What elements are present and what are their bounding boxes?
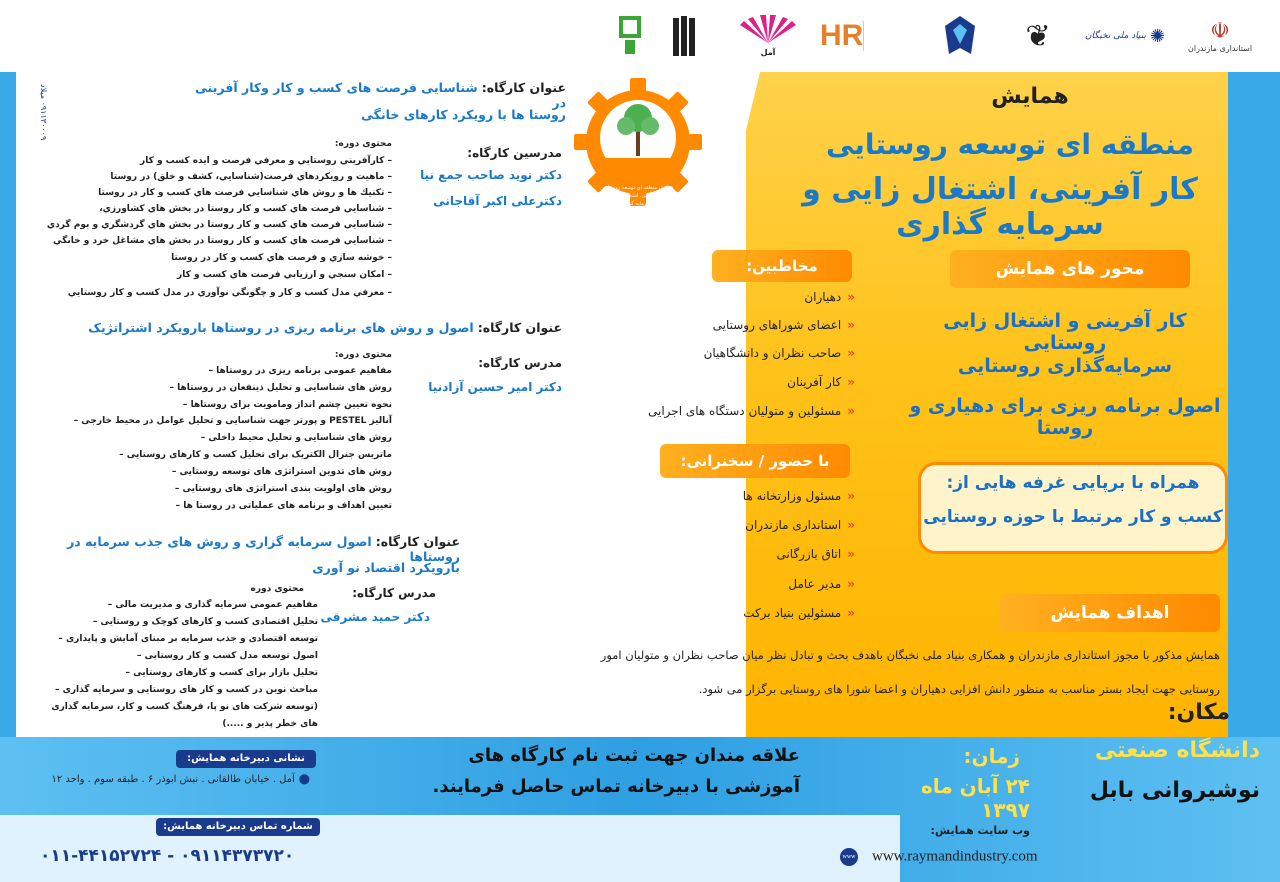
axes-item-2: سرمایه‌گذاری روستایی xyxy=(957,355,1173,377)
workshop3-content-item: (توسعه شرکت های نو پا، فرهنگ کسب و کار، سرمایه گذاری xyxy=(51,702,318,712)
workshop1-content-item: – تكنيك ها و روش هاي شناسايي فرصت هاي كسب و كار در روستا xyxy=(98,188,392,198)
registration-line2: آموزشی با دبیرخانه تماس حاصل فرمایند. xyxy=(432,776,800,797)
goals-line2: روستایی جهت ایجاد بستر مناسب به منظور دانش افزایی دهیاران و اعضا شورا های روستایی برگزار می شود. xyxy=(698,682,1220,696)
gear-caption: همایش منطقه ای توسعه روستایی کار آفرینی، اشتغال زایی و سرمایه گذاری xyxy=(602,185,674,207)
workshop3-content-item: تحلیل بازار برای کسب و کارهای روستایی – xyxy=(125,668,318,678)
phone-label: شماره تماس دبیرخانه همایش: xyxy=(156,818,320,836)
workshop1-title-line2: روستا ها با رویکرد کارهای خانگی xyxy=(361,107,566,122)
double-chevron-icon: « xyxy=(847,489,855,503)
goals-line1: همایش مذکور با مجوز استانداری مازندران و همکاری بنیاد ملی نخبگان باهدف بحث و تبادل نظر میان صاحب نظران و متولیان امور xyxy=(600,648,1220,662)
booths-box xyxy=(918,462,1228,554)
double-chevron-icon: « xyxy=(847,375,855,389)
axes-item-1: کار آفرینی و اشتغال زایی روستایی xyxy=(943,310,1187,354)
workshop1-content-item: – شناسايي فرصت هاي كسب و كار روستا در بخش هاي گردشگري و بوم گردي xyxy=(46,220,392,230)
workshop1-content-item: – خوشه سازي و فرصت هاي كسب و كار در روستا xyxy=(171,253,392,263)
website-label: وب سایت همایش: xyxy=(930,824,1030,837)
registration-line1: علاقه مندان جهت ثبت نام کارگاه های xyxy=(468,745,800,766)
workshop1-content-item: – امكان سنجي و ارزيابي فرصت هاي كسب و كار xyxy=(177,270,392,280)
axes-label: محور های همایش xyxy=(950,250,1190,288)
organization-logo xyxy=(664,12,704,60)
phone: ۰۱۱-۴۴۱۵۲۷۲۴ - ۰۹۱۱۴۳۷۳۷۲۰ xyxy=(40,846,295,866)
workshop3-instructor-label: مدرس کارگاه: xyxy=(352,586,436,600)
workshop2-content-item: روش های شناسایی و تحلیل محیط داخلی – xyxy=(200,433,392,443)
address: ⬤آمل . خیابان طالقانی . نبش ابوذر ۶ . طبقه سوم . واحد ۱۲ xyxy=(51,774,310,785)
globe-icon: www xyxy=(840,848,858,866)
workshop1-title: عنوان کارگاه: شناسایی فرصت های کسب و کار وکار آفرینی در xyxy=(194,80,566,110)
time-value: ۲۴ آبان ماه ۱۳۹۷ xyxy=(921,774,1030,822)
place-line2: نوشیروانی بابل xyxy=(1089,778,1260,803)
audience-item-3: «صاحب نظران و دانشگاهیان xyxy=(703,346,855,360)
workshop3-content-item: اصول توسعه مدل کسب و کار روستایی – xyxy=(136,651,318,661)
place-label: مکان: xyxy=(1167,700,1230,725)
location-pin-icon: ⬤ xyxy=(298,774,310,785)
workshop3-content-label: محتوی دوره xyxy=(250,584,304,594)
audience-item-2: «اعضای شوراهای روستایی xyxy=(712,318,855,332)
audience-item-4: «کار آفرینان xyxy=(787,375,855,389)
workshop2-content-label: محتوی دوره: xyxy=(334,350,392,360)
workshop1-instructor-1: دکتر نوید صاحب جمع نیا xyxy=(420,168,562,182)
speakers-item-3: «اتاق بازرگانی xyxy=(776,547,855,561)
elite-foundation-logo: ✺ بنیاد ملی نخبگان xyxy=(1084,25,1166,47)
speakers-label: با حضور / سخنرانی: xyxy=(660,444,850,478)
axes-item-3: اصول برنامه ریزی برای دهیاری و روستا xyxy=(909,395,1221,439)
noshirvani-logo: ❦ xyxy=(1025,18,1051,54)
workshop3-content-item: مفاهیم عمومی سرمایه گذاری و مدیریت مالی – xyxy=(107,600,318,610)
blue-edge-left xyxy=(0,72,16,737)
double-chevron-icon: « xyxy=(847,577,855,591)
workshop1-content-item: – شناسايي فرصت هاي كسب و كار روستا در بخش هاي كشاورزي، xyxy=(99,204,392,214)
title-small: همایش xyxy=(991,84,1069,109)
double-chevron-icon: « xyxy=(847,547,855,561)
title-big: کار آفرینی، اشتغال زایی و سرمایه گذاری xyxy=(802,172,1198,242)
amol-logo: آمل xyxy=(732,12,804,60)
green-logo xyxy=(610,12,650,60)
double-chevron-icon: « xyxy=(847,606,855,620)
workshop2-content-item: روش های تدوین استراتژی های توسعه روستایی – xyxy=(171,467,392,477)
workshop3-content-item: تحلیل اقتصادی کسب و کارهای کوچک و روستایی – xyxy=(92,617,318,627)
audience-item-5: «مسئولین و متولیان دستگاه های اجرایی xyxy=(647,404,855,418)
speakers-item-2: «استانداری مازندران xyxy=(745,518,855,532)
speakers-item-1: «مسئول وزارتخانه ها xyxy=(742,489,855,503)
workshop1-content-item: – کارآفريني روستايي و معرفي فرصت و ايده كسب و كار xyxy=(140,156,392,166)
workshop2-instructor-1: دکتر امیر حسین آزادنیا xyxy=(428,380,562,394)
mazandaran-governorate-logo: ☫ استانداری مازندران xyxy=(1187,19,1253,53)
workshop3-title-line2: بارویکرد اقتصاد نو آوری xyxy=(312,560,460,575)
workshop3-instructor-1: دکتر حمید مشرقی xyxy=(320,610,430,624)
workshop2-content-item: مفاهیم عمومی برنامه ریزی در روستاها – xyxy=(208,366,392,376)
double-chevron-icon: « xyxy=(847,346,855,360)
workshop1-content-item: – ماهيت و رويكردهاي فرصت(شناسايي، كشف و خلق) در روستا xyxy=(110,172,392,182)
azad-university-logo xyxy=(938,12,982,60)
speakers-item-4: «مدیر عامل xyxy=(788,577,855,591)
double-chevron-icon: « xyxy=(847,290,855,304)
audience-item-1: «دهیاران xyxy=(804,290,855,304)
workshop2-content-item: تعیین اهداف و برنامه های عملیاتی در روستا ها – xyxy=(175,501,392,511)
workshop3-title: عنوان کارگاه: اصول سرمایه گزاری و روش های جذب سرمایه در روستاها xyxy=(67,534,460,564)
workshop2-instructor-label: مدرس کارگاه: xyxy=(478,356,562,370)
workshop1-instructor-label: مدرسین کارگاه: xyxy=(467,146,562,160)
workshop1-content-label: محتوی دوره: xyxy=(334,139,392,149)
workshop2-title: عنوان کارگاه: اصول و روش های برنامه ریزی در روستاها بارویکرد اشتراتژیک xyxy=(88,320,562,335)
workshop3-content-item: های خطر پذیر و .....) xyxy=(222,719,318,729)
logo-bar xyxy=(0,0,1280,72)
workshop2-content-item: آنالیز PESTEL و پورتر جهت شناسایی و تحلیل عوامل در محیط خارجی – xyxy=(73,416,392,426)
workshop2-content-item: ماتریس جنرال الکتریک برای تحلیل کسب و کارهای روستایی – xyxy=(119,450,392,460)
workshop1-content-item: – معرفي مدل كسب و كار و چگونگي نوآوري در مدل كسب و كار روستايي xyxy=(67,288,392,298)
workshop2-content-item: روش های شناسایی و تحلیل ذینفعان در روستاها – xyxy=(169,383,392,393)
time-label: زمان: xyxy=(963,744,1020,768)
double-chevron-icon: « xyxy=(847,518,855,532)
title-mid: منطقه ای توسعه روستایی xyxy=(826,128,1194,161)
workshop1-content-item: – شناسايي فرصت هاي كسب و كار روستا در بخش هاي مشاغل خرد و خانگي xyxy=(53,236,392,246)
double-chevron-icon: « xyxy=(847,404,855,418)
place-line1: دانشگاه صنعتی xyxy=(1094,738,1260,763)
address-label: نشانی دبیرخانه همایش: xyxy=(176,750,316,768)
workshop2-content-item: نحوه تعیین چشم انداز ومامویت برای روستاها – xyxy=(182,400,392,410)
workshop3-content-item: توسعه اقتصادی و جذب سرمایه بر مبنای آمایش و پایداری – xyxy=(58,634,318,644)
double-chevron-icon: « xyxy=(847,318,855,332)
workshop1-instructor-2: دکترعلی اکبر آقاجانی xyxy=(433,194,562,208)
speakers-item-5: «مسئولین بنیاد برکت xyxy=(743,606,855,620)
booths-line1: همراه با برپایی غرفه هایی از: xyxy=(946,473,1200,493)
website-url[interactable]: www www.raymandindustry.com xyxy=(840,848,1080,866)
goals-label: اهداف همایش xyxy=(1000,594,1220,632)
booths-line2: کسب و کار مرتبط با حوزه روستایی xyxy=(923,507,1223,527)
side-text: ۰۹۱۱۳۰۰۰۹ میلاد xyxy=(39,83,48,140)
workshop3-content-item: مباحث نوین در کسب و کار های روستایی و سرمایه گذاری – xyxy=(54,685,318,695)
hr-logo: HR xyxy=(820,12,912,60)
audience-label: مخاطبین: xyxy=(712,250,852,282)
workshop2-content-item: روش های اولویت بندی استراتژی های روستایی – xyxy=(174,484,392,494)
